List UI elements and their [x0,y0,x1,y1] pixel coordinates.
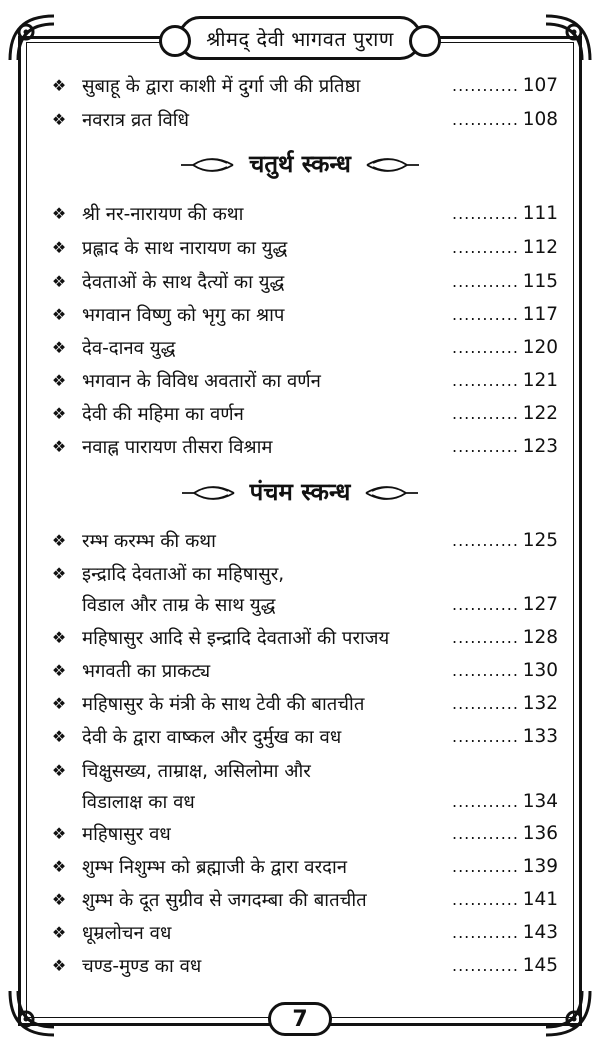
toc-entry-title: भगवती का प्राकट्य [82,660,211,682]
diamond-bullet-icon: ❖ [51,563,67,583]
toc-page-number: 120 [522,336,558,358]
toc-entry-title: नवाह्न पारायण तीसरा विश्राम [82,436,273,458]
diamond-bullet-icon: ❖ [51,660,67,680]
diamond-bullet-icon: ❖ [51,693,67,713]
diamond-bullet-icon: ❖ [51,627,67,647]
toc-entry-title: देवी के द्वारा वाष्कल और दुर्मुख का वध [82,726,342,748]
toc-page-number: 122 [522,402,558,424]
toc-leader-dots: ........... [452,693,519,713]
folio-page-number [268,1002,332,1036]
toc-page-number: 145 [522,954,558,976]
diamond-bullet-icon: ❖ [51,760,67,780]
toc-leader-dots: ........... [452,237,519,257]
toc-entry-title: भगवान विष्णु को भृगु का श्राप [82,304,285,326]
toc-entry [46,818,558,848]
toc-entry-title: महिषासुर वध [82,823,171,845]
diamond-bullet-icon: ❖ [51,75,67,95]
diamond-bullet-icon: ❖ [51,403,67,423]
diamond-bullet-icon: ❖ [51,889,67,909]
toc-entry [46,70,558,100]
toc-entry-title: धूम्रलोचन वध [82,922,172,944]
toc-leader-dots: ........... [452,726,519,746]
toc-entry-title: देवी की महिमा का वर्णन [82,403,244,425]
diamond-bullet-icon: ❖ [51,726,67,746]
toc-page-number: 132 [522,692,558,714]
toc-entry-title: देव-दानव युद्ध [82,337,176,359]
diamond-bullet-icon: ❖ [51,237,67,257]
toc-entry [46,266,558,296]
section-heading [0,146,600,180]
toc-entry [46,104,558,134]
toc-page-number: 125 [522,529,558,551]
toc-entry [46,851,558,881]
corner-ornament-icon [4,985,60,1041]
toc-entry-title: सुबाहू के द्वारा काशी में दुर्गा जी की प्रतिष्ठा [82,75,361,97]
book-title: श्रीमद् देवी भागवत पुराण [206,26,394,51]
toc-entry-title: चण्ड-मुण्ड का वध [82,955,202,977]
toc-page-number: 143 [522,921,558,943]
diamond-bullet-icon: ❖ [51,922,67,942]
toc-entry [46,950,558,980]
toc-page-number: 141 [522,888,558,910]
flourish-right-icon [364,481,420,501]
toc-entry [46,589,558,619]
toc-leader-dots: ........... [452,823,519,843]
toc-leader-dots: ........... [452,856,519,876]
toc-page-number: 108 [522,108,558,130]
diamond-bullet-icon: ❖ [51,271,67,291]
toc-entry-title: शुम्भ के दूत सुग्रीव से जगदम्बा की बातचीत [82,889,367,911]
toc-entry [46,525,558,555]
section-heading-text: चतुर्थ स्कन्ध [249,149,351,178]
toc-leader-dots: ........... [452,436,519,456]
diamond-bullet-icon: ❖ [51,370,67,390]
toc-leader-dots: ........... [452,109,519,129]
diamond-bullet-icon: ❖ [51,530,67,550]
flourish-right-icon [365,153,421,173]
diamond-bullet-icon: ❖ [51,337,67,357]
toc-leader-dots: ........... [452,203,519,223]
toc-entry-title: विडालाक्ष का वध [82,791,195,813]
toc-entry-title: श्री नर-नारायण की कथा [82,203,244,225]
diamond-bullet-icon: ❖ [51,955,67,975]
toc-page-number: 139 [522,855,558,877]
toc-entry [46,431,558,461]
section-heading [0,474,600,508]
toc-entry [46,655,558,685]
corner-ornament-icon [540,985,596,1041]
toc-page-number: 115 [522,270,558,292]
toc-entry-title: देवताओं के साथ दैत्यों का युद्ध [82,271,285,293]
toc-leader-dots: ........... [452,337,519,357]
toc-leader-dots: ........... [452,75,519,95]
toc-entry-title: शुम्भ निशुम्भ को ब्रह्माजी के द्वारा वरदान [82,856,348,878]
toc-entry [46,232,558,262]
toc-entry-title: प्रह्लाद के साथ नारायण का युद्ध [82,237,288,259]
toc-page-number: 136 [522,822,558,844]
toc-entry [46,786,558,816]
diamond-bullet-icon: ❖ [51,109,67,129]
diamond-bullet-icon: ❖ [51,823,67,843]
toc-entry-title: इन्द्रादि देवताओं का महिषासुर, [82,563,285,585]
toc-leader-dots: ........... [452,594,519,614]
toc-page-number: 112 [522,236,558,258]
toc-page-number: 130 [522,659,558,681]
toc-page-number: 107 [522,74,558,96]
toc-entry [46,365,558,395]
section-heading-text: पंचम स्कन्ध [249,477,351,506]
toc-entry [46,398,558,428]
corner-ornament-icon [4,10,60,66]
book-title-banner [178,16,422,60]
toc-leader-dots: ........... [452,271,519,291]
toc-leader-dots: ........... [452,889,519,909]
toc-entry [46,884,558,914]
diamond-bullet-icon: ❖ [51,203,67,223]
toc-entry-title: चिक्षुसख्य, ताम्राक्ष, असिलोमा और [82,760,311,782]
toc-leader-dots: ........... [452,304,519,324]
toc-entry [46,917,558,947]
toc-page-number: 121 [522,369,558,391]
toc-leader-dots: ........... [452,955,519,975]
toc-page-number: 127 [522,593,558,615]
diamond-bullet-icon: ❖ [51,856,67,876]
toc-entry-title: महिषासुर के मंत्री के साथ टेवी की बातचीत [82,693,365,715]
toc-entry [46,558,558,588]
toc-entry-title: भगवान के विविध अवतारों का वर्णन [82,370,321,392]
toc-leader-dots: ........... [452,403,519,423]
toc-leader-dots: ........... [452,791,519,811]
diamond-bullet-icon: ❖ [51,304,67,324]
toc-page-number: 117 [522,303,558,325]
toc-entry-title: महिषासुर आदि से इन्द्रादि देवताओं की पराजय [82,627,390,649]
toc-entry [46,299,558,329]
toc-entry [46,755,558,785]
diamond-bullet-icon: ❖ [51,436,67,456]
toc-page-number: 134 [522,790,558,812]
toc-entry-title: नवरात्र व्रत विधि [82,109,189,131]
toc-entry-title: विडाल और ताम्र के साथ युद्ध [82,594,276,616]
toc-entry [46,332,558,362]
toc-leader-dots: ........... [452,922,519,942]
toc-leader-dots: ........... [452,627,519,647]
flourish-left-icon [180,481,236,501]
toc-entry [46,622,558,652]
corner-ornament-icon [540,10,596,66]
toc-entry [46,198,558,228]
toc-page-number: 111 [522,202,558,224]
toc-leader-dots: ........... [452,530,519,550]
toc-leader-dots: ........... [452,370,519,390]
toc-entry [46,688,558,718]
toc-entry [46,721,558,751]
page-number-text: 7 [292,1006,308,1032]
flourish-left-icon [179,153,235,173]
toc-entry-title: रम्भ करम्भ की कथा [82,530,216,552]
toc-leader-dots: ........... [452,660,519,680]
toc-page-number: 123 [522,435,558,457]
toc-page-number: 133 [522,725,558,747]
toc-page-number: 128 [522,626,558,648]
